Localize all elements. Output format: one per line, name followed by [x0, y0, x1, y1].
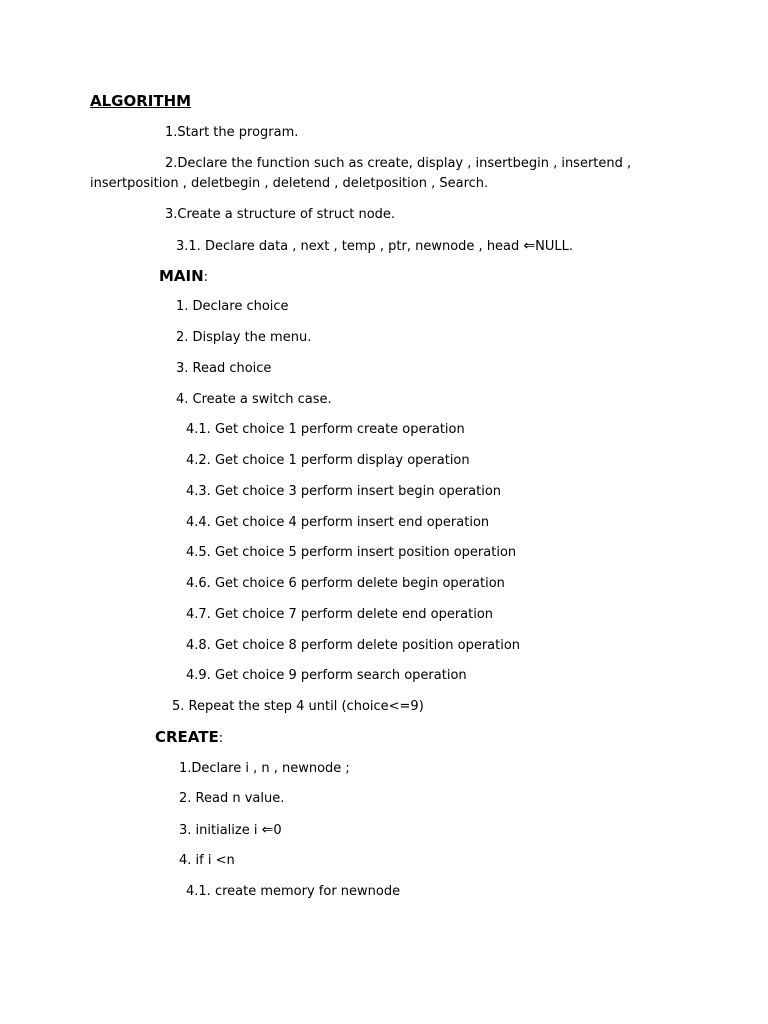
main-item: 1. Declare choice	[176, 299, 289, 314]
create-heading-text: CREATE	[155, 728, 219, 746]
main-item: 2. Display the menu.	[176, 330, 312, 345]
create-subitem: 4.1. create memory for newnode	[186, 884, 401, 899]
main-heading-colon: :	[203, 270, 209, 285]
create-item: 4. if i <n	[179, 853, 235, 868]
step-3-1-text: 3.1. Declare data , next , temp , ptr, newnode , head	[176, 239, 524, 254]
main-item: 4. Create a switch case.	[176, 392, 332, 407]
left-arrow-icon: ⇐	[523, 238, 536, 254]
main-subitem: 4.1. Get choice 1 perform create operation	[186, 422, 465, 437]
create-heading-colon: :	[218, 731, 224, 746]
algorithm-title: ALGORITHM	[90, 92, 192, 110]
main-subitem: 4.5. Get choice 5 perform insert position operation	[186, 545, 517, 560]
main-heading	[159, 268, 208, 286]
main-subitem: 4.4. Get choice 4 perform insert end operation	[186, 515, 490, 530]
main-subitem: 4.2. Get choice 1 perform display operation	[186, 453, 470, 468]
create-item: 1.Declare i , n , newnode ;	[179, 761, 350, 776]
create-item-init-value: 0	[273, 823, 282, 838]
step-3: 3.Create a structure of struct node.	[165, 207, 396, 222]
step-3-1	[176, 238, 573, 255]
main-heading-text: MAIN	[159, 267, 204, 285]
left-arrow-icon: ⇐	[261, 822, 274, 838]
create-item-init	[179, 822, 282, 839]
main-subitem: 4.7. Get choice 7 perform delete end operation	[186, 607, 494, 622]
main-item: 3. Read choice	[176, 361, 272, 376]
step-2-line-2: insertposition , deletbegin , deletend , deletposition , Search.	[90, 176, 489, 191]
main-item: 5. Repeat the step 4 until (choice<=9)	[172, 699, 424, 714]
main-subitem: 4.6. Get choice 6 perform delete begin operation	[186, 576, 505, 591]
step-1: 1.Start the program.	[165, 125, 299, 140]
main-subitem: 4.9. Get choice 9 perform search operation	[186, 668, 467, 683]
create-heading	[155, 729, 223, 747]
create-item: 2. Read n value.	[179, 791, 285, 806]
create-item-init-text: 3. initialize i	[179, 823, 262, 838]
step-2-line-1: 2.Declare the function such as create, display , insertbegin , insertend ,	[165, 156, 632, 171]
step-3-1-null: NULL.	[535, 239, 573, 254]
main-subitem: 4.3. Get choice 3 perform insert begin operation	[186, 484, 502, 499]
main-subitem: 4.8. Get choice 8 perform delete position operation	[186, 638, 521, 653]
